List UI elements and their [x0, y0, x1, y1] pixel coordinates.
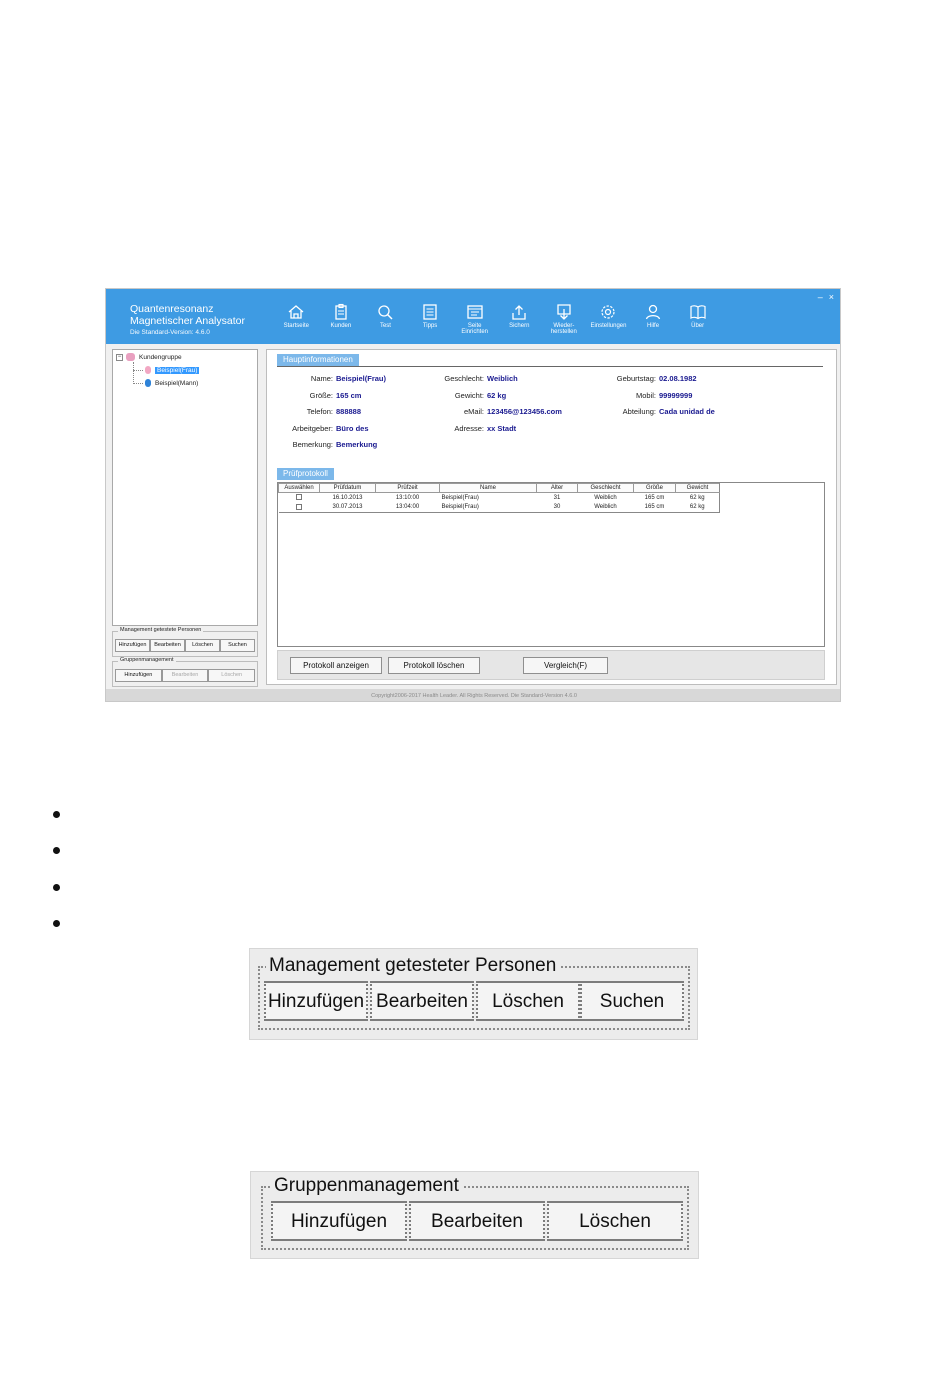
- toolbar-wiederherstellen[interactable]: [542, 299, 587, 343]
- download-icon: [555, 303, 573, 321]
- select-cell: [279, 493, 320, 503]
- page-setup-icon: [466, 303, 484, 321]
- detail-panel: [266, 349, 837, 685]
- info-value: 165 cm: [336, 391, 362, 400]
- brand: [130, 303, 245, 338]
- select-cell: [279, 503, 320, 513]
- table-row[interactable]: [279, 493, 720, 503]
- info-address: Adresse: xx Stadt: [454, 424, 517, 433]
- toolbar-label: Hilfe: [647, 323, 660, 329]
- toolbar-einstellungen[interactable]: [586, 299, 631, 343]
- col-header[interactable]: Name: [440, 484, 537, 493]
- tree-item-mann[interactable]: [145, 379, 198, 387]
- zoom-group-management: [250, 1171, 699, 1259]
- tree-root[interactable]: [116, 353, 182, 361]
- collapse-toggle[interactable]: −: [117, 353, 122, 360]
- minimize-button[interactable]: –: [817, 292, 823, 302]
- group-title: Gruppenmanagement: [120, 657, 174, 663]
- select-checkbox[interactable]: [296, 494, 302, 500]
- add-group-button[interactable]: Hinzufügen: [271, 1201, 407, 1241]
- toolbar-label: Über: [691, 323, 705, 329]
- table-cell: 31: [553, 494, 561, 501]
- app-window: [105, 288, 841, 702]
- toolbar-label: Startseite: [283, 323, 309, 329]
- tree-item-frau[interactable]: [145, 366, 199, 374]
- toolbar-test[interactable]: [363, 299, 408, 343]
- tree-line: [133, 362, 134, 384]
- bullet: [53, 920, 60, 927]
- delete-group-button[interactable]: Löschen: [547, 1201, 683, 1241]
- show-protocol-button[interactable]: Protokoll anzeigen: [290, 657, 382, 674]
- toolbar-label: Test: [379, 323, 391, 329]
- col-header[interactable]: Prüfdatum: [320, 484, 376, 493]
- bullet: [53, 884, 60, 891]
- toolbar-startseite[interactable]: [274, 299, 319, 343]
- col-header[interactable]: Größe: [634, 484, 676, 493]
- col-header[interactable]: Alter: [537, 484, 578, 493]
- customer-tree: [112, 349, 258, 626]
- info-employer: Arbeitgeber: Büro des: [292, 424, 369, 433]
- window-controls: [818, 292, 834, 302]
- tree-line: [133, 383, 143, 384]
- close-button[interactable]: ×: [828, 292, 834, 302]
- info-mobile: Mobil: 99999999: [635, 391, 693, 400]
- protocol-title: Prüfprotokoll: [277, 468, 334, 480]
- group-management-group: [112, 657, 258, 687]
- table-cell: 30.07.2013: [320, 503, 376, 513]
- info-email: eMail: 123456@123456.com: [463, 407, 562, 416]
- table-cell: Beispiel(Frau): [440, 503, 537, 513]
- toolbar-tipps[interactable]: [408, 299, 453, 343]
- info-value: Bemerkung: [336, 440, 378, 449]
- home-icon: [287, 303, 305, 321]
- table-cell: Weiblich: [578, 503, 634, 513]
- info-remark: Bemerkung: Bemerkung: [292, 440, 378, 449]
- copyright-footer: Copyright2006-2017 Health Leader. All Rights Reserved. Die Standard-Version 4.6.0: [106, 689, 841, 702]
- toolbar-label: Sichern: [509, 323, 530, 329]
- toolbar-label: Seite Einrichten: [461, 323, 489, 335]
- tree-item-label: Beispiel(Mann): [155, 379, 199, 387]
- tree-item-label: Beispiel(Frau): [157, 366, 198, 374]
- info-value: 62 kg: [487, 391, 507, 400]
- toolbar-sichern[interactable]: [497, 299, 542, 343]
- info-weight: Gewicht: 62 kg: [454, 391, 507, 400]
- table-cell: 13:04:00: [376, 503, 440, 513]
- info-department: Abteilung: Cada unidad de: [622, 407, 715, 416]
- info-value: Büro des: [336, 424, 369, 433]
- toolbar-label: Kunden: [330, 323, 352, 329]
- edit-person-button[interactable]: Bearbeiten: [150, 639, 185, 652]
- col-header[interactable]: Gewicht: [676, 484, 720, 493]
- table-cell: Beispiel(Frau): [441, 494, 479, 501]
- info-value: Weiblich: [487, 374, 518, 383]
- table-cell: 165 cm: [644, 494, 665, 501]
- delete-protocol-button[interactable]: Protokoll löschen: [388, 657, 480, 674]
- col-header[interactable]: Prüfzeit: [376, 484, 440, 493]
- edit-person-button[interactable]: Bearbeiten: [370, 981, 474, 1021]
- person-icon: [644, 303, 662, 321]
- info-birthday: Geburtstag: 02.08.1982: [616, 374, 697, 383]
- table-row[interactable]: [279, 503, 720, 513]
- toolbar-ueber[interactable]: [675, 299, 720, 343]
- info-name: Name: Beispiel(Frau): [310, 374, 387, 383]
- search-person-button[interactable]: Suchen: [580, 981, 684, 1021]
- table-cell: 30: [537, 503, 578, 513]
- table-cell: 62 kg: [676, 493, 720, 503]
- upload-icon: [510, 303, 528, 321]
- person-management-group: [112, 627, 258, 657]
- action-bar: [277, 650, 825, 680]
- table-cell: 62 kg: [676, 503, 720, 513]
- add-group-button[interactable]: Hinzufügen: [115, 669, 162, 682]
- brand-line-1: Quantenresonanz: [130, 303, 214, 315]
- search-person-button[interactable]: Suchen: [220, 639, 255, 652]
- list-icon: [421, 303, 439, 321]
- col-header[interactable]: Geschlecht: [578, 484, 634, 493]
- table-cell: Weiblich: [594, 494, 617, 501]
- toolbar-label: Einstellungen: [590, 323, 627, 329]
- table-cell: 16.10.2013: [332, 494, 363, 501]
- info-value: 02.08.1982: [659, 374, 697, 383]
- toolbar-seite-einrichten[interactable]: [452, 299, 497, 343]
- group-icon: [126, 353, 135, 361]
- toolbar-label: Tipps: [422, 323, 438, 329]
- toolbar-hilfe[interactable]: [631, 299, 676, 343]
- gear-icon: [599, 303, 617, 321]
- male-icon: [145, 379, 151, 387]
- info-value: Cada unidad de: [659, 407, 715, 416]
- add-person-button[interactable]: Hinzufügen: [264, 981, 368, 1021]
- col-header[interactable]: Auswählen: [279, 484, 320, 493]
- brand-line-2: Magnetischer Analysator: [130, 315, 245, 327]
- left-panel: [112, 349, 258, 685]
- bullet: [53, 811, 60, 818]
- group-title: Management getestete Personen: [120, 627, 202, 633]
- zoom-group-title: Management getesteter Personen: [266, 955, 559, 977]
- delete-person-button[interactable]: Löschen: [476, 981, 580, 1021]
- female-icon: [145, 366, 151, 374]
- select-checkbox[interactable]: [296, 504, 302, 510]
- brand-version: Die Standard-Version: 4.6.0: [130, 329, 210, 336]
- info-value: 123456@123456.com: [487, 407, 562, 416]
- zoom-person-management: [249, 948, 698, 1040]
- edit-group-button[interactable]: Bearbeiten: [162, 669, 209, 682]
- delete-person-button[interactable]: Löschen: [185, 639, 220, 652]
- table-cell: 13:10:00: [395, 494, 420, 501]
- book-icon: [689, 303, 707, 321]
- edit-group-button[interactable]: Bearbeiten: [409, 1201, 545, 1241]
- info-value: 888888: [336, 407, 362, 416]
- compare-button[interactable]: Vergleich(F): [523, 657, 608, 674]
- table-cell: 165 cm: [634, 503, 676, 513]
- info-phone: Telefon: 888888: [306, 407, 362, 416]
- tree-line: [133, 370, 143, 371]
- tree-root-label: Kundengruppe: [139, 353, 182, 361]
- delete-group-button[interactable]: Löschen: [208, 669, 255, 682]
- bullet: [53, 847, 60, 854]
- main-info-title: Hauptinformationen: [277, 354, 359, 366]
- info-height: Größe: 165 cm: [309, 391, 362, 400]
- app-header: [106, 289, 841, 344]
- add-person-button[interactable]: Hinzufügen: [115, 639, 150, 652]
- info-value: 99999999: [659, 391, 693, 400]
- divider: [277, 366, 823, 367]
- main-toolbar: [274, 299, 720, 343]
- search-icon: [376, 303, 394, 321]
- toolbar-label: Wieder- herstellen: [550, 323, 577, 335]
- clipboard-icon: [332, 303, 350, 321]
- protocol-table: [277, 482, 825, 647]
- info-value: xx Stadt: [487, 424, 517, 433]
- zoom-group-title: Gruppenmanagement: [271, 1175, 462, 1197]
- info-gender: Geschlecht: Weiblich: [444, 374, 518, 383]
- info-value: Beispiel(Frau): [336, 374, 387, 383]
- toolbar-kunden[interactable]: [319, 299, 364, 343]
